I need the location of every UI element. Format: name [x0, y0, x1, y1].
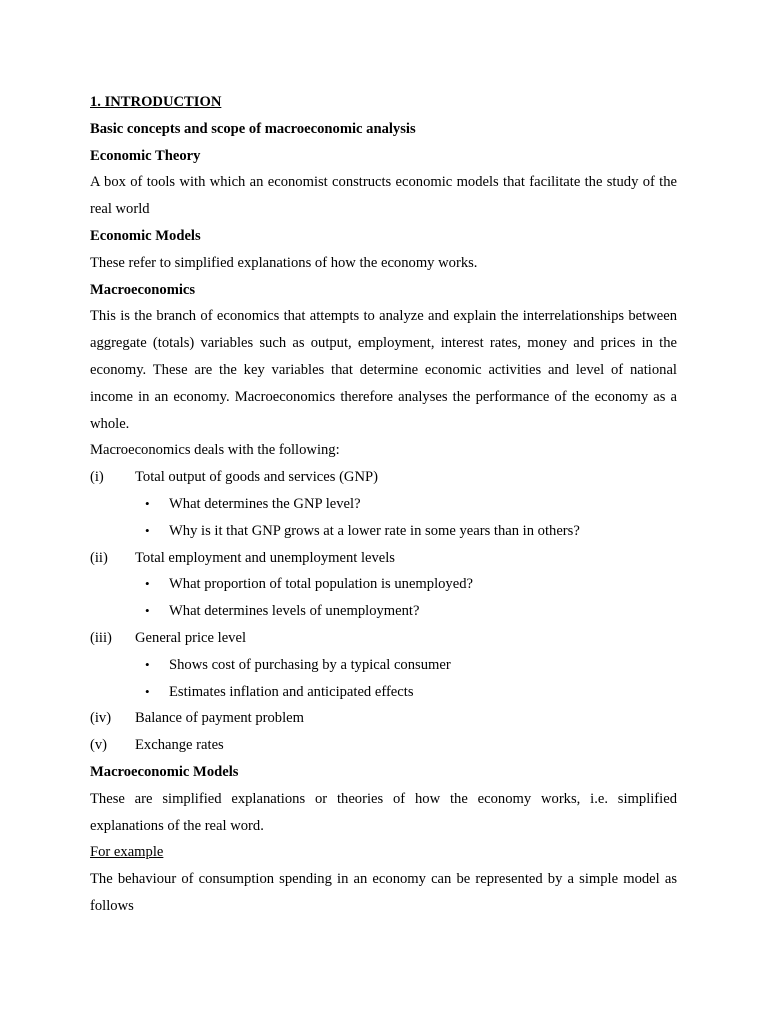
section-heading: 1. INTRODUCTION [90, 94, 222, 110]
bullet-item [90, 598, 677, 625]
list-item-number: (iv) [90, 710, 112, 727]
list-item [90, 705, 677, 732]
list-item-number: (v) [90, 737, 108, 754]
economic-theory-title: Economic Theory [90, 147, 201, 164]
list-item-label: General price level [135, 629, 247, 646]
bullet-text: What determines the GNP level? [169, 495, 361, 512]
macroeconomic-models-title: Macroeconomic Models [90, 763, 239, 780]
bullet-item [90, 491, 677, 518]
bullet-item [90, 518, 677, 545]
bullet-item [90, 679, 677, 706]
bullet-text: Estimates inflation and anticipated effects [169, 683, 414, 700]
bullet-item [90, 571, 677, 598]
bullet-icon: • [145, 656, 150, 672]
bullet-icon: • [145, 683, 150, 699]
bullet-icon: • [145, 495, 150, 511]
list-item-label: Balance of payment problem [135, 710, 304, 727]
document-page [90, 89, 677, 920]
example-text: The behaviour of consumption spending in an economy can be represented by a simple model as follows [90, 871, 677, 914]
economic-models-text: These refer to simplified explanations of how the economy works. [90, 254, 478, 271]
list-item-number: (iii) [90, 629, 112, 646]
bullet-text: Shows cost of purchasing by a typical consumer [169, 656, 451, 673]
section-subheading: Basic concepts and scope of macroeconomic analysis [90, 120, 416, 137]
macroeconomics-deals-intro: Macroeconomics deals with the following: [90, 442, 340, 459]
bullet-icon: • [145, 576, 150, 592]
list-item [90, 545, 677, 572]
list-item-label: Total employment and unemployment levels [135, 549, 395, 566]
list-item [90, 625, 677, 652]
bullet-item [90, 652, 677, 679]
bullet-text: What determines levels of unemployment? [169, 603, 420, 620]
macroeconomics-text: This is the branch of economics that attempts to analyze and explain the interrelationships between aggregate (totals) variables such as output, employment, interest rates, money and prices in the economy. These are the key variables that determine economic activities and level of national income in an economy. Macroeconomics therefore analyses the performance of the economy as a whole. [90, 308, 677, 432]
bullet-text: What proportion of total population is unemployed? [169, 576, 473, 593]
bullet-text: Why is it that GNP grows at a lower rate in some years than in others? [169, 522, 580, 539]
bullet-icon: • [145, 603, 150, 619]
list-item-number: (ii) [90, 549, 108, 566]
list-item-label: Total output of goods and services (GNP) [135, 469, 378, 486]
list-item [90, 464, 677, 491]
bullet-icon: • [145, 522, 150, 538]
list-item-number: (i) [90, 469, 104, 486]
list-item-label: Exchange rates [135, 737, 224, 754]
economic-models-title: Economic Models [90, 227, 201, 244]
list-item [90, 732, 677, 759]
macroeconomic-models-text: These are simplified explanations or theories of how the economy works, i.e. simplified explanations of the real word. [90, 790, 677, 834]
economic-theory-text: A box of tools with which an economist constructs economic models that facilitate the study of the real world [90, 174, 677, 218]
macroeconomics-title: Macroeconomics [90, 281, 196, 298]
example-label: For example [90, 844, 164, 861]
